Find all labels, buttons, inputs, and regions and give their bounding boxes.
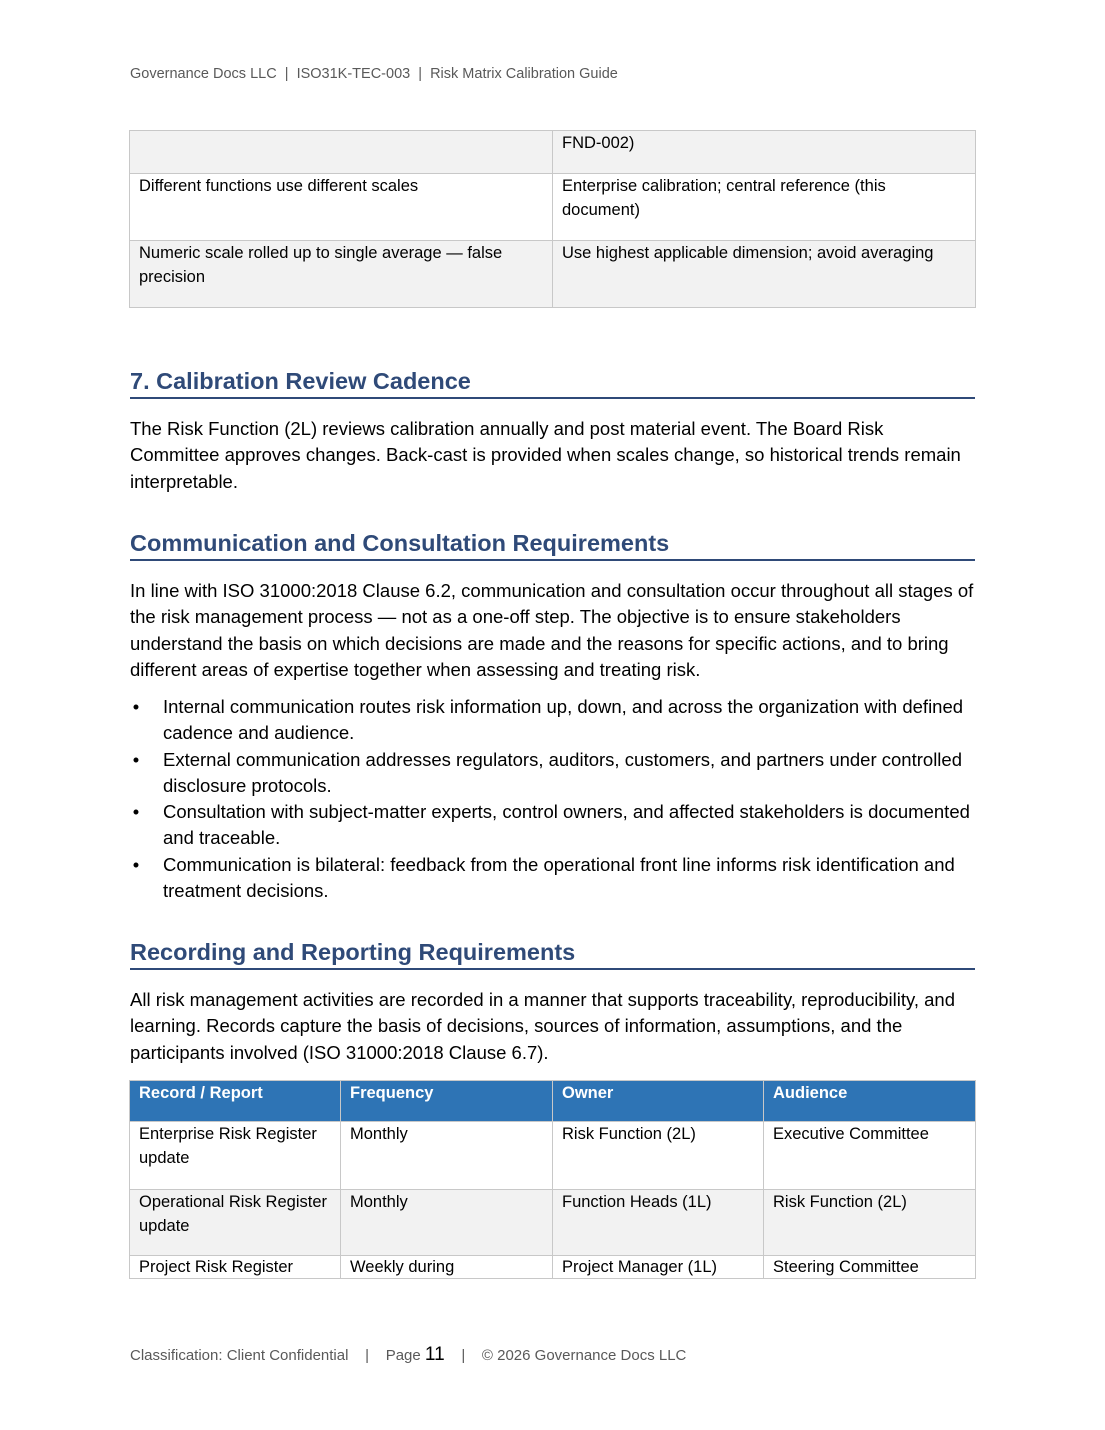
section-heading-communication: Communication and Consultation Requirements xyxy=(130,529,975,561)
table-cell: Risk Function (2L) xyxy=(764,1190,976,1256)
list-item-text: Consultation with subject-matter experts, control owners, and affected stakeholders is documented and traceable. xyxy=(163,801,970,849)
bullet-icon: • xyxy=(132,853,140,875)
table-row xyxy=(130,1256,976,1279)
table-cell: Numeric scale rolled up to single average — false precision xyxy=(130,241,553,308)
list-item xyxy=(130,852,975,905)
table-row xyxy=(130,1122,976,1190)
calibration-review-paragraph: The Risk Function (2L) reviews calibration annually and post material event. The Board Risk Committee approves changes. Back-cast is provided when scales change, so historical trends remain interpretable. xyxy=(130,418,961,492)
classification-label: Classification: Client Confidential xyxy=(130,1347,349,1364)
list-item-text: Internal communication routes risk information up, down, and across the organization with defined cadence and audience. xyxy=(163,696,964,744)
table-cell: Operational Risk Register update xyxy=(130,1190,341,1256)
pitfalls-table-continued xyxy=(129,130,976,308)
list-item-text: External communication addresses regulators, auditors, customers, and partners under controlled disclosure protocols. xyxy=(163,748,962,796)
page-header: Governance Docs LLC | ISO31K-TEC-003 | Risk Matrix Calibration Guide xyxy=(130,66,618,82)
column-header: Owner xyxy=(553,1081,764,1122)
bullet-icon: • xyxy=(132,801,140,823)
table-cell: Enterprise calibration; central reference (this document) xyxy=(553,174,976,241)
table-cell: Project Risk Register xyxy=(130,1256,341,1279)
column-header: Frequency xyxy=(341,1081,553,1122)
footer-separator: | xyxy=(365,1347,370,1364)
table-cell: Weekly during xyxy=(341,1256,553,1279)
records-table xyxy=(129,1080,976,1279)
section-heading-recording: Recording and Reporting Requirements xyxy=(130,938,975,970)
list-item xyxy=(130,799,975,852)
column-header: Audience xyxy=(764,1081,976,1122)
page-footer xyxy=(130,1344,686,1366)
table-cell: Different functions use different scales xyxy=(130,174,553,241)
list-item xyxy=(130,694,975,747)
page-label: Page xyxy=(385,1347,421,1364)
table-cell: FND-002) xyxy=(553,131,976,174)
table-cell: Function Heads (1L) xyxy=(553,1190,764,1256)
table-cell: Enterprise Risk Register update xyxy=(130,1122,341,1190)
table-cell xyxy=(130,131,553,174)
table-cell: Risk Function (2L) xyxy=(553,1122,764,1190)
table-cell: Steering Committee xyxy=(764,1256,976,1279)
table-cell: Monthly xyxy=(341,1122,553,1190)
section-heading-calibration-review: 7. Calibration Review Cadence xyxy=(130,367,975,399)
communication-bullet-list xyxy=(130,694,975,904)
table-cell: Executive Committee xyxy=(764,1122,976,1190)
column-header: Record / Report xyxy=(130,1081,341,1122)
table-header-row xyxy=(130,1081,976,1122)
table-cell: Monthly xyxy=(341,1190,553,1256)
table-row xyxy=(130,131,976,174)
communication-paragraph: In line with ISO 31000:2018 Clause 6.2, communication and consultation occur throughout all stages of the risk management process — not as a one-off step. The objective is to ensure stakeholders understand the basis on which decisions are made and the reasons for specific actions, and to bring different areas of expertise together when assessing and treating risk. xyxy=(130,580,974,680)
table-cell: Project Manager (1L) xyxy=(553,1256,764,1279)
list-item xyxy=(130,747,975,800)
bullet-icon: • xyxy=(132,748,140,770)
table-row xyxy=(130,1190,976,1256)
list-item-text: Communication is bilateral: feedback from the operational front line informs risk identification and treatment decisions. xyxy=(163,853,955,902)
page-number: 11 xyxy=(424,1344,445,1365)
table-cell: Use highest applicable dimension; avoid averaging xyxy=(553,241,976,308)
bullet-icon: • xyxy=(132,696,140,717)
table-row xyxy=(130,241,976,308)
copyright-text: © 2026 Governance Docs LLC xyxy=(481,1347,687,1364)
footer-separator: | xyxy=(461,1347,466,1364)
recording-paragraph: All risk management activities are recorded in a manner that supports traceability, reproducibility, and learning. Records capture the basis of decisions, sources of information, assumptions, and the participants involved (ISO 31000:2018 Clause 6.7). xyxy=(130,989,956,1063)
table-row xyxy=(130,174,976,241)
